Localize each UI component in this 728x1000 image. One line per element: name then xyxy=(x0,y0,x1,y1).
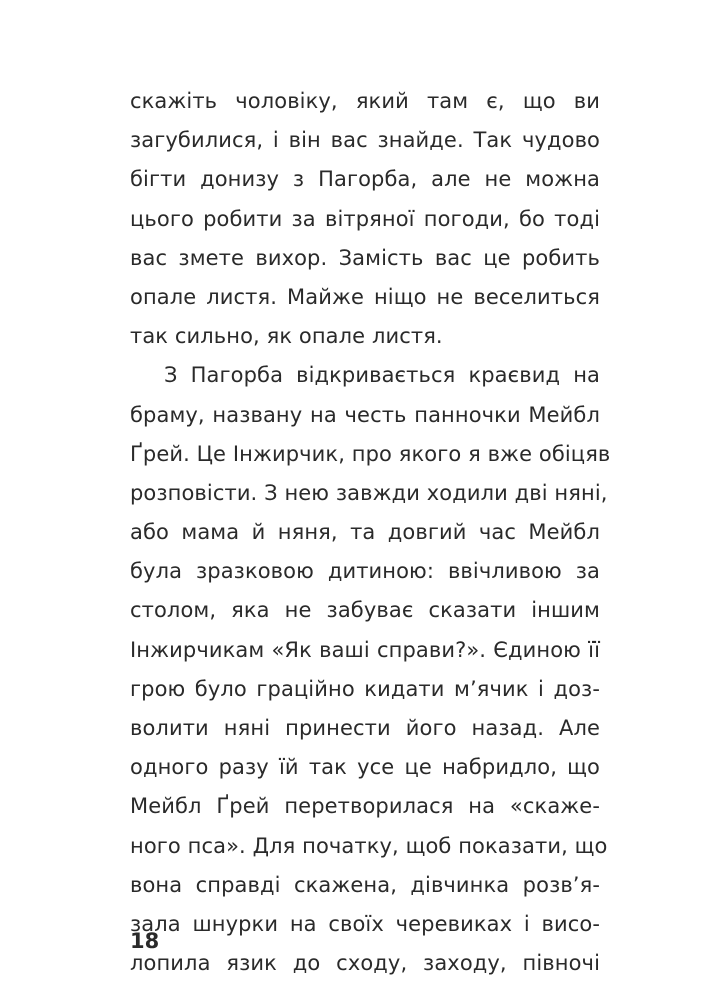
text-line: Інжирчикам «Як ваші справи?». Єдиною її xyxy=(130,637,600,662)
text-line: столом, яка не забуває сказати іншим xyxy=(130,598,600,623)
body-text xyxy=(130,82,611,983)
text-line: бігти донизу з Пагорба, але не можна xyxy=(130,167,600,192)
text-line: скажіть чоловіку, який там є, що ви xyxy=(130,89,600,113)
text-line: опале листя. Майже ніщо не веселиться xyxy=(130,284,600,309)
paragraph-start-line: З Пагорба відкривається краєвид на xyxy=(164,363,600,388)
text-line: вона справді скажена, дівчинка розв’я- xyxy=(130,872,600,897)
text-line: була зразковою дитиною: ввічливою за xyxy=(130,559,600,584)
text-line: лопила язик до сходу, заходу, півночі xyxy=(130,951,600,976)
text-line: загубилися, і він вас знайде. Так чудово xyxy=(130,128,600,153)
text-line: зала шнурки на своїх черевиках і висо- xyxy=(130,911,600,936)
text-line: одного разу їй так усе це набридло, що xyxy=(130,755,600,780)
page-number: 18 xyxy=(130,929,160,953)
text-line: ного пса». Для початку, щоб показати, що xyxy=(130,833,608,858)
text-line: так сильно, як опале листя. xyxy=(130,324,443,349)
text-line: Мейбл Ґрей перетворилася на «скаже- xyxy=(130,794,600,819)
text-line: браму, названу на честь панночки Мейбл xyxy=(130,402,600,427)
text-line: цього робити за вітряної погоди, бо тоді xyxy=(130,206,600,231)
text-line: вас змете вихор. Замість вас це робить xyxy=(130,245,600,270)
text-line: грою було граційно кидати м’ячик і доз- xyxy=(130,676,600,701)
text-line: волити няні принести його назад. Але xyxy=(130,716,600,740)
text-line: розповісти. З нею завжди ходили дві няні, xyxy=(130,480,608,505)
text-line: або мама й няня, та довгий час Мейбл xyxy=(130,520,600,545)
text-line: Ґрей. Це Інжирчик, про якого я вже обіцяв xyxy=(130,441,611,466)
